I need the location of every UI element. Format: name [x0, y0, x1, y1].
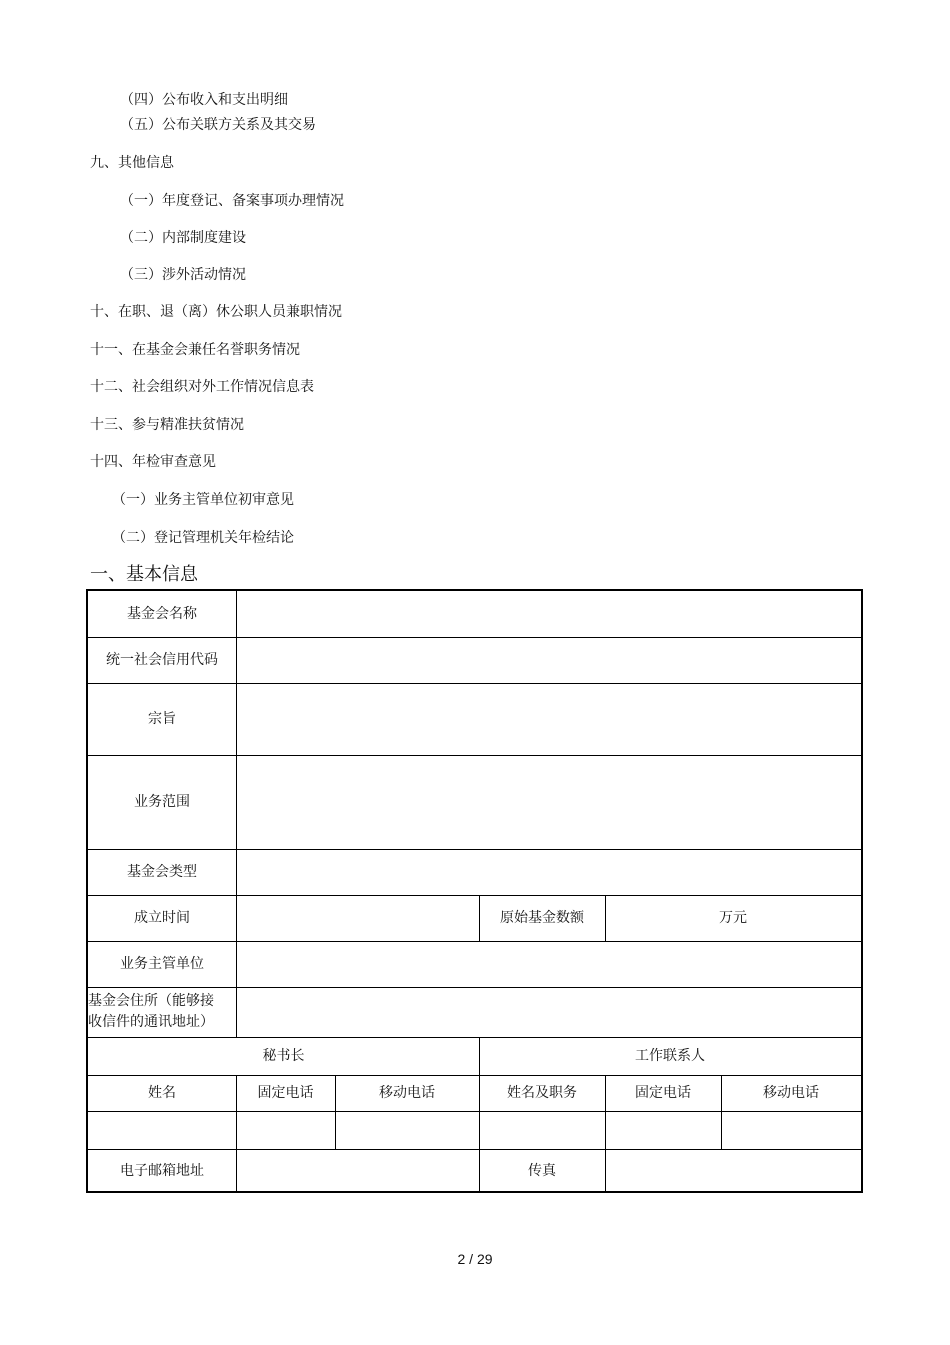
field-secretary-landline[interactable] [237, 1112, 335, 1149]
toc-item-14-1: （一）业务主管单位初审意见 [112, 492, 294, 508]
label-email: 电子邮箱地址 [120, 1163, 204, 1179]
field-address[interactable] [237, 988, 861, 1037]
label-foundation-type: 基金会类型 [127, 864, 197, 880]
toc-section-12: 十二、社会组织对外工作情况信息表 [90, 379, 314, 395]
toc-item-9-3: （三）涉外活动情况 [120, 267, 246, 283]
field-credit-code[interactable] [237, 638, 861, 683]
field-supervisor[interactable] [237, 942, 861, 987]
label-supervisor: 业务主管单位 [120, 956, 204, 972]
header-work-contact: 工作联系人 [635, 1048, 705, 1064]
label-business-scope: 业务范围 [134, 794, 190, 810]
page-number: 2 / 29 [457, 1251, 493, 1267]
toc-item-4-income: （四）公布收入和支出明细 [120, 92, 288, 108]
toc-section-13: 十三、参与精准扶贫情况 [90, 417, 244, 433]
label-fax: 传真 [528, 1163, 556, 1179]
col-name-title: 姓名及职务 [507, 1085, 577, 1101]
toc-section-9: 九、其他信息 [90, 155, 174, 171]
toc-section-10: 十、在职、退（离）休公职人员兼职情况 [90, 304, 342, 320]
label-credit-code: 统一社会信用代码 [106, 652, 218, 668]
field-contact-mobile[interactable] [722, 1112, 861, 1149]
field-contact-landline[interactable] [606, 1112, 721, 1149]
col-landline-2: 固定电话 [635, 1085, 691, 1101]
section-title-basic-info: 一、基本信息 [90, 564, 198, 585]
label-established: 成立时间 [134, 910, 190, 926]
label-purpose: 宗旨 [148, 711, 176, 727]
col-mobile-2: 移动电话 [763, 1085, 819, 1101]
toc-section-11: 十一、在基金会兼任名誉职务情况 [90, 342, 300, 358]
basic-info-table [86, 589, 863, 1193]
toc-item-5-related-party: （五）公布关联方关系及其交易 [120, 117, 316, 133]
field-business-scope[interactable] [237, 756, 861, 849]
field-established[interactable] [237, 896, 479, 941]
toc-item-9-1: （一）年度登记、备案事项办理情况 [120, 193, 344, 209]
field-purpose[interactable] [237, 684, 861, 755]
toc-item-9-2: （二）内部制度建设 [120, 230, 246, 246]
label-original-fund: 原始基金数额 [500, 910, 584, 926]
field-original-fund[interactable] [606, 896, 786, 941]
unit-wan-yuan: 万元 [719, 910, 747, 926]
header-secretary-general: 秘书长 [262, 1048, 305, 1064]
col-mobile: 移动电话 [379, 1085, 435, 1101]
field-fax[interactable] [606, 1150, 861, 1193]
label-foundation-name: 基金会名称 [127, 606, 197, 622]
field-contact-name-title[interactable] [480, 1112, 605, 1149]
label-address-line2: 收信件的通讯地址） [88, 1014, 214, 1030]
field-foundation-type[interactable] [237, 850, 861, 895]
field-email[interactable] [237, 1150, 479, 1193]
col-name: 姓名 [148, 1085, 176, 1101]
toc-section-14: 十四、年检审查意见 [90, 454, 216, 470]
field-foundation-name[interactable] [237, 591, 861, 637]
label-address-line1: 基金会住所（能够接 [88, 993, 214, 1009]
field-secretary-name[interactable] [88, 1112, 236, 1149]
toc-item-14-2: （二）登记管理机关年检结论 [112, 530, 294, 546]
col-landline: 固定电话 [257, 1085, 314, 1101]
field-secretary-mobile[interactable] [336, 1112, 479, 1149]
label-address [88, 987, 236, 1037]
